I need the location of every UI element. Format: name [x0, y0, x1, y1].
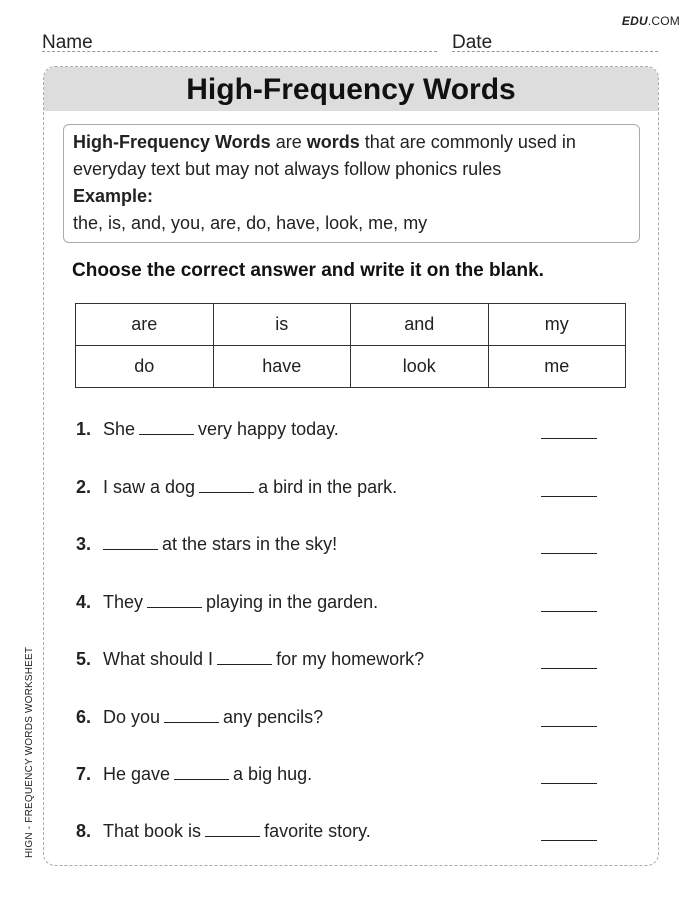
instruction: Choose the correct answer and write it on the blank. — [72, 260, 544, 281]
brand-logo — [622, 14, 680, 28]
question-text-before: Do you — [103, 707, 161, 727]
answer-blank[interactable] — [541, 538, 597, 554]
word-bank-cell: are — [76, 304, 214, 346]
question-text-after: a bird in the park. — [258, 477, 398, 497]
word-bank-cell: do — [76, 346, 214, 388]
inline-blank[interactable] — [103, 536, 158, 550]
date-field[interactable] — [452, 32, 658, 52]
question-text-after: a big hug. — [233, 764, 313, 784]
name-field[interactable] — [42, 32, 437, 52]
answer-blank[interactable] — [541, 768, 597, 784]
word-bank-cell: my — [488, 304, 626, 346]
word-bank-cell: look — [351, 346, 489, 388]
inline-blank[interactable] — [217, 651, 272, 665]
answer-blank[interactable] — [541, 825, 597, 841]
word-bank-row — [76, 346, 626, 388]
definition-line-2: everyday text but may not always follow phonics rules — [73, 159, 502, 179]
question-number: 8. — [76, 821, 92, 841]
word-bank-table — [75, 303, 626, 388]
question-number: 3. — [76, 534, 92, 554]
question-number: 5. — [76, 649, 92, 669]
brand-rest: .COM — [647, 14, 680, 28]
answer-blank[interactable] — [541, 711, 597, 727]
question-text-after: playing in the garden. — [206, 592, 379, 612]
page-title: High-Frequency Words — [44, 67, 658, 111]
question-text-after: any pencils? — [223, 707, 324, 727]
question-text-before: That book is — [103, 821, 202, 841]
question-item — [76, 419, 601, 440]
brand-bold: EDU — [621, 14, 648, 28]
question-item — [76, 821, 601, 842]
definition-term: High-Frequency Words — [73, 132, 271, 152]
question-item — [76, 477, 601, 498]
question-number: 7. — [76, 764, 92, 784]
example-label-text: Example: — [73, 186, 154, 206]
question-item — [76, 592, 601, 613]
question-text-after: very happy today. — [198, 419, 339, 439]
question-text-after: favorite story. — [264, 821, 371, 841]
question-text-after: at the stars in the sky! — [162, 534, 338, 554]
question-number: 1. — [76, 419, 92, 439]
question-item — [76, 707, 601, 728]
inline-blank[interactable] — [147, 594, 202, 608]
inline-blank[interactable] — [164, 709, 219, 723]
example-label — [73, 183, 630, 210]
inline-blank[interactable] — [139, 421, 194, 435]
question-text-before: I saw a dog — [103, 477, 196, 497]
definition-words: words — [306, 132, 360, 152]
example-words: the, is, and, you, are, do, have, look, me, my — [73, 213, 428, 233]
definition-box — [63, 124, 640, 243]
inline-blank[interactable] — [199, 479, 254, 493]
question-text-after: for my homework? — [276, 649, 425, 669]
question-number: 4. — [76, 592, 92, 612]
word-bank-cell: is — [213, 304, 351, 346]
question-item — [76, 649, 601, 670]
definition-rest: that are commonly used in — [364, 132, 576, 152]
word-bank-cell: me — [488, 346, 626, 388]
question-item — [76, 534, 601, 555]
word-bank-row — [76, 304, 626, 346]
date-label: Date — [452, 32, 493, 53]
answer-blank[interactable] — [541, 596, 597, 612]
word-bank-cell: have — [213, 346, 351, 388]
name-label: Name — [42, 32, 93, 53]
definition-line-1 — [73, 129, 630, 156]
question-number: 2. — [76, 477, 92, 497]
question-text-before: She — [103, 419, 136, 439]
inline-blank[interactable] — [205, 823, 260, 837]
side-label: HIGN - FREQUENCY WORDS WORKSHEET — [24, 646, 35, 858]
answer-blank[interactable] — [541, 423, 597, 439]
answer-blank[interactable] — [541, 481, 597, 497]
question-text-before: What should I — [103, 649, 214, 669]
word-bank-cell: and — [351, 304, 489, 346]
answer-blank[interactable] — [541, 653, 597, 669]
question-text-before: They — [103, 592, 144, 612]
inline-blank[interactable] — [174, 766, 229, 780]
question-text-before: He gave — [103, 764, 171, 784]
definition-are: are — [275, 132, 302, 152]
question-item — [76, 764, 601, 785]
worksheet-card — [43, 66, 659, 866]
question-number: 6. — [76, 707, 92, 727]
